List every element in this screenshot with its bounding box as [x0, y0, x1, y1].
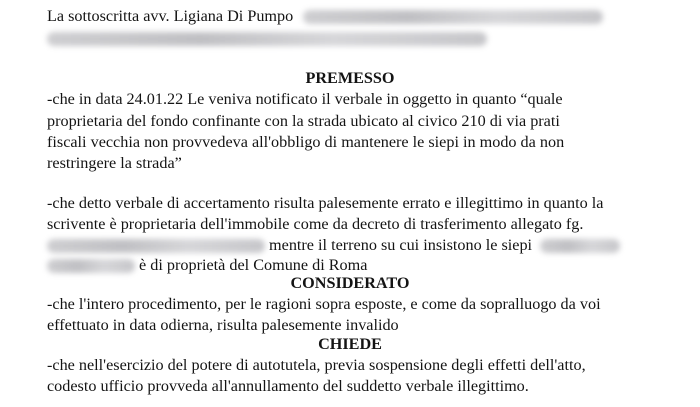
redacted-text: [47, 259, 135, 273]
paragraph-line: -che detto verbale di accertamento risulta palesemente errato e illegittimo in quanto la: [47, 194, 604, 212]
signer-text: La sottoscritta avv. Ligiana Di Pumpo: [47, 7, 294, 25]
paragraph-line: fiscali vecchia non provvedeva all'obbligo di mantenere le siepi in modo da non: [47, 133, 565, 151]
paragraph-line: -che l'intero procedimento, per le ragioni sopra esposte, e come da sopralluogo da voi: [47, 295, 601, 313]
redacted-text: [47, 239, 265, 253]
paragraph-line: -che nell'esercizio del potere di autotutela, previa sospensione degli effetti dell'atto,: [47, 356, 586, 374]
paragraph-line: -che in data 24.01.22 Le veniva notificato il verbale in oggetto in quanto “quale: [47, 90, 563, 108]
paragraph-line: effettuato in data odierna, risulta palesemente invalido: [47, 316, 399, 334]
intro-line: [47, 6, 603, 26]
section-heading-premesso: PREMESSO: [305, 69, 395, 87]
paragraph-line: codesto ufficio provveda all'annullamento del suddetto verbale illegittimo.: [47, 377, 529, 395]
paragraph-line: restringere la strada”: [47, 154, 182, 172]
paragraph-text: mentre il terreno su cui insistono le siepi: [269, 236, 533, 254]
redacted-text: [540, 239, 620, 253]
paragraph-line: scrivente è proprietaria dell'immobile come da decreto di trasferimento allegato fg.: [47, 215, 584, 233]
paragraph-line: proprietaria del fondo confinante con la strada ubicato al civico 210 di via prati: [47, 112, 560, 130]
section-heading-considerato: CONSIDERATO: [290, 274, 410, 292]
intro-line-2: [47, 28, 487, 48]
paragraph-text: è di proprietà del Comune di Roma: [139, 256, 368, 274]
paragraph-line-redacted: [47, 235, 620, 255]
redacted-text: [47, 32, 487, 46]
paragraph-line-redacted: [47, 255, 367, 275]
section-heading-chiede: CHIEDE: [318, 335, 382, 353]
redacted-text: [303, 10, 603, 24]
